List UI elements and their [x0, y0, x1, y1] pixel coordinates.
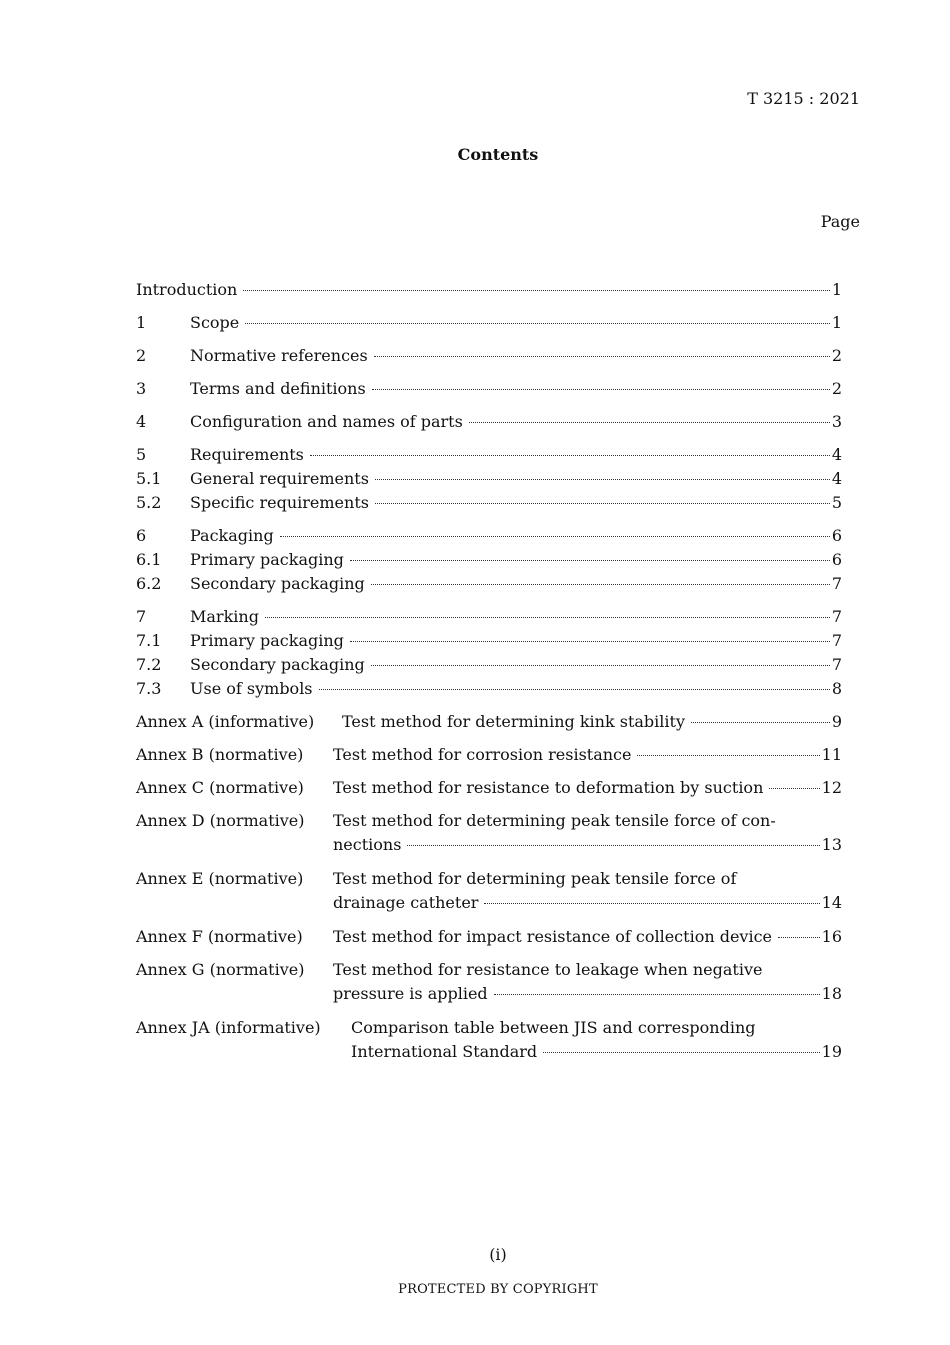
toc-entry-page: 6: [831, 526, 842, 545]
toc-entry-annex-b[interactable]: [136, 743, 842, 767]
dot-leader: [371, 665, 830, 666]
toc-entry-5[interactable]: [136, 443, 842, 467]
toc-entry-6[interactable]: [136, 524, 842, 548]
toc-entry-number: 1: [136, 313, 147, 332]
toc-entry-1[interactable]: [136, 311, 842, 335]
toc-entry-7[interactable]: [136, 605, 842, 629]
dot-leader: [350, 560, 830, 561]
toc-entry-text: Secondary packaging: [190, 655, 365, 674]
annex-label: Annex C (normative): [136, 778, 304, 797]
annex-label: Annex G (normative): [136, 960, 305, 979]
toc-entry-text-line1: Test method for determining peak tensile force of: [333, 869, 737, 888]
toc-entry-page: 13: [821, 835, 842, 854]
toc-entry-number: 7.1: [136, 631, 162, 650]
toc-entry-text-line2: pressure is applied: [333, 984, 488, 1003]
dot-leader: [374, 356, 830, 357]
dot-leader: [371, 584, 830, 585]
toc-entry-number: 5: [136, 445, 147, 464]
copyright-notice: PROTECTED BY COPYRIGHT: [398, 1282, 598, 1297]
toc-entry-number: 7.3: [136, 679, 162, 698]
toc-entry-5-2[interactable]: [136, 491, 842, 515]
dot-leader: [778, 937, 820, 938]
toc-entry-introduction[interactable]: [136, 278, 842, 302]
annex-label: Annex E (normative): [136, 869, 304, 888]
toc-entry-3[interactable]: [136, 377, 842, 401]
toc-entry-page: 14: [821, 893, 842, 912]
toc-entry-number: 6.2: [136, 574, 162, 593]
toc-entry-page: 1: [831, 280, 842, 299]
dot-leader: [469, 422, 830, 423]
page-column-label: Page: [820, 212, 860, 231]
toc-entry-number: 4: [136, 412, 147, 431]
toc-entry-text: Test method for impact resistance of collection device: [333, 927, 773, 946]
toc-entry-text: Primary packaging: [190, 631, 344, 650]
toc-entry-text: Requirements: [190, 445, 304, 464]
dot-leader: [769, 788, 819, 789]
toc-entry-page: 3: [831, 412, 842, 431]
toc-entry-6-2[interactable]: [136, 572, 842, 596]
dot-leader: [375, 503, 830, 504]
toc-entry-page: 11: [821, 745, 842, 764]
toc-entry-page: 5: [831, 493, 842, 512]
page-title: Contents: [457, 145, 539, 164]
footer-page-number: (i): [489, 1245, 507, 1264]
dot-leader: [319, 689, 830, 690]
dot-leader: [265, 617, 830, 618]
toc-entry-page: 9: [831, 712, 842, 731]
toc-entry-page: 7: [831, 574, 842, 593]
toc-entry-text: Test method for resistance to deformation by suction: [333, 778, 764, 797]
toc-entry-annex-g[interactable]: [136, 958, 842, 1006]
document-id: T 3215 : 2021: [747, 89, 860, 108]
toc-entry-text-line1: Comparison table between JIS and corresponding: [351, 1018, 756, 1037]
annex-label: Annex D (normative): [136, 811, 305, 830]
toc-entry-number: 7: [136, 607, 147, 626]
toc-entry-number: 6.1: [136, 550, 162, 569]
toc-entry-7-2[interactable]: [136, 653, 842, 677]
toc-entry-number: 3: [136, 379, 147, 398]
annex-label: Annex JA (informative): [136, 1018, 321, 1037]
dot-leader: [637, 755, 819, 756]
toc-entry-text-line2: International Standard: [351, 1042, 538, 1061]
toc-entry-number: 2: [136, 346, 147, 365]
toc-entry-text: Normative references: [190, 346, 368, 365]
dot-leader: [543, 1052, 819, 1053]
toc-entry-number: 5.2: [136, 493, 162, 512]
toc-entry-page: 16: [821, 927, 842, 946]
toc-entry-text: Scope: [190, 313, 240, 332]
toc-entry-page: 19: [821, 1042, 842, 1061]
toc-entry-annex-c[interactable]: [136, 776, 842, 800]
toc-entry-text-line1: Test method for resistance to leakage when negative: [333, 960, 763, 979]
toc-entry-text: Marking: [190, 607, 259, 626]
dot-leader: [484, 903, 819, 904]
annex-label: Annex A (informative): [136, 712, 315, 731]
toc-entry-page: 6: [831, 550, 842, 569]
dot-leader: [494, 994, 820, 995]
toc-entry-page: 7: [831, 631, 842, 650]
toc-entry-annex-ja[interactable]: [136, 1016, 842, 1064]
toc-entry-text: Introduction: [136, 280, 238, 299]
toc-entry-annex-d[interactable]: [136, 809, 842, 857]
toc-entry-text: Primary packaging: [190, 550, 344, 569]
toc-entry-text: Secondary packaging: [190, 574, 365, 593]
toc-entry-4[interactable]: [136, 410, 842, 434]
toc-entry-text-line1: Test method for determining peak tensile force of con-: [333, 811, 776, 830]
toc-entry-text: Packaging: [190, 526, 274, 545]
toc-entry-2[interactable]: [136, 344, 842, 368]
toc-entry-number: 5.1: [136, 469, 162, 488]
toc-entry-page: 8: [831, 679, 842, 698]
dot-leader: [372, 389, 830, 390]
toc-entry-page: 7: [831, 655, 842, 674]
toc-entry-text: Configuration and names of parts: [190, 412, 463, 431]
toc-entry-7-3[interactable]: [136, 677, 842, 701]
toc-entry-text-line2: nections: [333, 835, 402, 854]
dot-leader: [350, 641, 830, 642]
toc-entry-annex-e[interactable]: [136, 867, 842, 915]
toc-entry-number: 7.2: [136, 655, 162, 674]
dot-leader: [280, 536, 830, 537]
toc-entry-text-line2: drainage catheter: [333, 893, 479, 912]
toc-entry-page: 7: [831, 607, 842, 626]
toc-entry-6-1[interactable]: [136, 548, 842, 572]
toc-entry-text: Terms and definitions: [190, 379, 366, 398]
toc-entry-page: 1: [831, 313, 842, 332]
toc-entry-page: 18: [821, 984, 842, 1003]
toc-entry-text: Test method for determining kink stability: [342, 712, 685, 731]
dot-leader: [691, 722, 830, 723]
toc-entry-page: 4: [831, 445, 842, 464]
dot-leader: [407, 845, 819, 846]
table-of-contents: [136, 278, 842, 1064]
toc-entry-page: 2: [831, 379, 842, 398]
dot-leader: [375, 479, 830, 480]
toc-entry-annex-a[interactable]: [136, 710, 842, 734]
toc-entry-5-1[interactable]: [136, 467, 842, 491]
dot-leader: [243, 290, 829, 291]
toc-entry-number: 6: [136, 526, 147, 545]
toc-entry-page: 12: [821, 778, 842, 797]
toc-entry-text: Specific requirements: [190, 493, 369, 512]
annex-label: Annex B (normative): [136, 745, 304, 764]
dot-leader: [310, 455, 830, 456]
toc-entry-text: General requirements: [190, 469, 369, 488]
annex-label: Annex F (normative): [136, 927, 303, 946]
toc-entry-text: Use of symbols: [190, 679, 313, 698]
toc-entry-annex-f[interactable]: [136, 925, 842, 949]
toc-entry-text: Test method for corrosion resistance: [333, 745, 632, 764]
toc-entry-page: 2: [831, 346, 842, 365]
dot-leader: [245, 323, 830, 324]
toc-entry-7-1[interactable]: [136, 629, 842, 653]
toc-entry-page: 4: [831, 469, 842, 488]
